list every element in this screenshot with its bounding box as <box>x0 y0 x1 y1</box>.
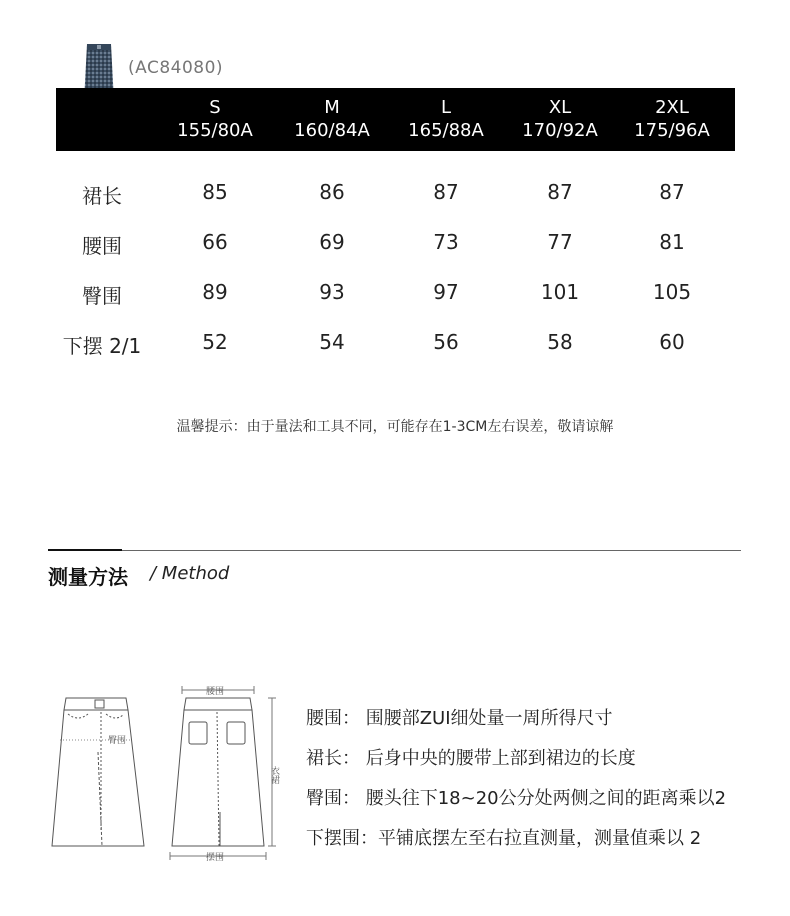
body-spec: 170/92A <box>522 120 598 141</box>
body-spec: 160/84A <box>294 120 370 141</box>
row-label: 臀围 <box>82 284 122 308</box>
size-col-m <box>277 96 387 142</box>
table-row <box>0 330 790 360</box>
definition-waist: 腰围： 围腰部ZUI细处量一周所得尺寸 <box>306 708 613 729</box>
body-spec: 175/96A <box>634 120 710 141</box>
cell-value: 60 <box>659 330 685 354</box>
cell-value: 56 <box>433 330 459 354</box>
cell-value: 54 <box>319 330 345 354</box>
size-col-l <box>391 96 501 142</box>
cell-value: 52 <box>202 330 228 354</box>
diagram-label-hem: 摆围 <box>206 853 225 863</box>
section-title: 测量方法 <box>48 565 128 589</box>
size-label: S <box>209 97 221 118</box>
row-label: 下摆 2/1 <box>62 334 142 358</box>
cell-value: 97 <box>433 280 459 304</box>
size-header <box>56 88 735 151</box>
size-label: L <box>440 97 452 118</box>
row-label: 裙长 <box>82 184 122 208</box>
size-col-s <box>160 96 270 142</box>
size-col-2xl <box>617 96 727 142</box>
cell-value: 105 <box>652 280 692 304</box>
table-row <box>0 280 790 310</box>
table-row <box>0 230 790 260</box>
definition-hem: 下摆围：平铺底摆左至右拉直测量，测量值乘以 2 <box>306 828 702 849</box>
product-code: (AC84080) <box>128 58 224 78</box>
cell-value: 87 <box>433 180 459 204</box>
cell-value: 89 <box>202 280 228 304</box>
diagram-label-length: 衣裙 <box>269 766 279 784</box>
size-label: 2XL <box>655 97 689 118</box>
definition-hip: 臀围： 腰头往下18~20公分处两侧之间的距离乘以2 <box>306 788 727 809</box>
cell-value: 85 <box>202 180 228 204</box>
body-spec: 155/80A <box>177 120 253 141</box>
cell-value: 81 <box>659 230 685 254</box>
definition-length: 裙长： 后身中央的腰带上部到裙边的长度 <box>306 748 636 769</box>
diagram-label-waist: 腰围 <box>206 687 225 697</box>
section-subtitle: / Method <box>150 563 230 584</box>
cell-value: 77 <box>547 230 573 254</box>
cell-value: 73 <box>433 230 459 254</box>
size-label: XL <box>548 97 572 118</box>
section-divider-accent <box>48 549 122 551</box>
diagram-label-hip: 臀围 <box>108 736 127 746</box>
body-spec: 165/88A <box>408 120 484 141</box>
section-divider <box>122 550 741 551</box>
skirt-measurement-diagram <box>46 682 290 870</box>
cell-value: 93 <box>319 280 345 304</box>
cell-value: 66 <box>202 230 228 254</box>
cell-value: 87 <box>547 180 573 204</box>
cell-value: 101 <box>540 280 580 304</box>
cell-value: 86 <box>319 180 345 204</box>
cell-value: 87 <box>659 180 685 204</box>
table-row <box>0 180 790 210</box>
row-label: 腰围 <box>82 234 122 258</box>
cell-value: 69 <box>319 230 345 254</box>
cell-value: 58 <box>547 330 573 354</box>
size-col-xl <box>505 96 615 142</box>
measurement-tip: 温馨提示：由于量法和工具不同，可能存在1-3CM左右误差，敬请谅解 <box>176 419 614 435</box>
size-label: M <box>324 97 340 118</box>
